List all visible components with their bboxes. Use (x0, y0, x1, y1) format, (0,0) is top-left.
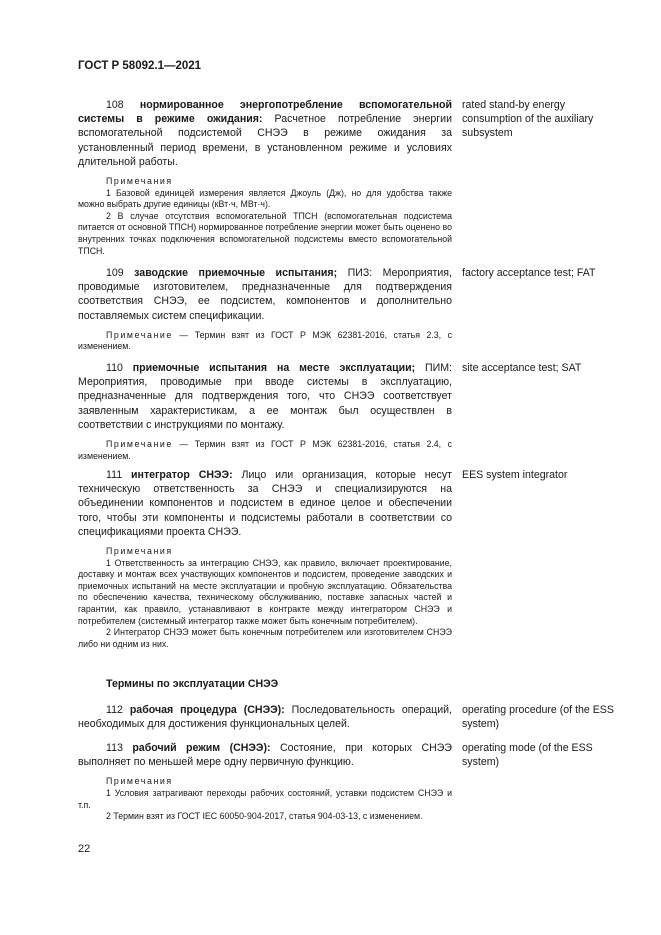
term-109-title: заводские приемочные испытания; (134, 267, 338, 279)
term-108-notes: Примечания 1 Базовой единицей измерения является Джоуль (Дж), но для удобства также можно выбрать другие единицы (кВт·ч, МВт·ч). 2 В случае отсутствия вспомогательной ТПСН (вспомогательная подсистема питается от основной ТПСН) нормированное потребление энергии может быть оценено во внутренних точках подключения вспомогательной подсистемы вместо вспомогательной ТПСН. (78, 176, 452, 256)
term-110-text: 110 приемочные испытания на месте эксплуатации; ПИМ: Мероприятия, проводимые при вводе системы в эксплуатацию, предназначенные для подтверждения того, что СНЭЭ соответствует заявленным характеристикам, а ее монтаж был осуществлен в соответствии с инструкциями по монтажу. (78, 362, 452, 431)
term-108-title: нормированное энергопотребление вспомогательной системы в режиме ожидания: (78, 99, 452, 126)
term-111-title: интегратор СНЭЭ: (131, 469, 233, 481)
term-112-text: 112 рабочая процедура (СНЭЭ): Последовательность операций, необходимых для достижения функциональных целей. (78, 704, 452, 731)
term-110 (78, 361, 452, 462)
term-113-title: рабочий режим (СНЭЭ): (132, 742, 271, 754)
term-110-note: Примечание — Термин взят из ГОСТ Р МЭК 62381-2016, статья 2.4, с изменением. (78, 439, 452, 461)
term-108 (78, 98, 452, 257)
term-113-english: operating mode (of the ESS system) (462, 742, 593, 769)
term-110-title: приемочные испытания на месте эксплуатации; (132, 362, 416, 374)
term-109 (78, 266, 452, 353)
term-113 (78, 741, 452, 823)
section-subheading: Термины по эксплуатации СНЭЭ (106, 678, 279, 690)
term-113-text: 113 рабочий режим (СНЭЭ): Состояние, при которых СНЭЭ выполняет по меньшей мере одну первичную функцию. (78, 742, 452, 769)
term-110-english: site acceptance test; SAT (462, 362, 582, 374)
term-108-english: rated stand-by energy consumption of the auxiliary subsystem (462, 99, 594, 140)
term-108-text: 108 нормированное энергопотребление вспомогательной системы в режиме ожидания: Расчетное потребление энергии вспомогательной подсистемой СНЭЭ в режиме ожидания за установленный период времени, в установленном режиме и условиях длительной работы. (78, 99, 452, 168)
term-112-title: рабочая процедура (СНЭЭ): (129, 704, 285, 716)
term-112-english: operating procedure (of the ESS system) (462, 704, 614, 731)
term-109-english: factory acceptance test; FAT (462, 267, 596, 279)
term-113-notes: Примечания 1 Условия затрагивают переходы рабочих состояний, уставки подсистем СНЭЭ и т.п. 2 Термин взят из ГОСТ IEC 60050-904-2017, статья 904-03-13, с изменением. (78, 776, 452, 822)
document-header: ГОСТ Р 58092.1—2021 (78, 60, 202, 72)
page-number: 22 (78, 843, 91, 855)
term-109-text: 109 заводские приемочные испытания; ПИЗ: Мероприятия, проводимые изготовителем, предназначенные для подтверждения соответствия СНЭЭ, ее подсистем, компонентов и дополнительно поставляемых систем спецификации. (78, 267, 452, 322)
term-111 (78, 468, 452, 650)
term-109-note: Примечание — Термин взят из ГОСТ Р МЭК 62381-2016, статья 2.3, с изменением. (78, 329, 452, 352)
term-111-notes: Примечания 1 Ответственность за интеграцию СНЭЭ, как правило, включает проектирование, доставку и монтаж всех участвующих компонентов и подсистем, проведение заводских и приемочных испытаний на месте эксплуатации и пробную эксплуатацию. Обязательства по обеспечению качества, техническому обслуживанию, поставке запасных частей и гарантии, как правило, устанавливают в контракте между интегратором СНЭЭ и потребителем (системный интегратор также может быть конечным потребителем). 2 Интегратор СНЭЭ может быть конечным потребителем или изготовителем СНЭЭ либо ни одним из них. (78, 546, 452, 649)
term-111-text: 111 интегратор СНЭЭ: Лицо или организация, которые несут техническую ответственность за СНЭЭ и специализируются на объединении компонентов и подсистем в единое целое и обеспечении того, чтобы эти компоненты и подсистемы работали в соответствии со спецификациями проекта СНЭЭ. (78, 469, 452, 538)
term-112 (78, 703, 452, 731)
term-111-english: EES system integrator (462, 469, 568, 481)
